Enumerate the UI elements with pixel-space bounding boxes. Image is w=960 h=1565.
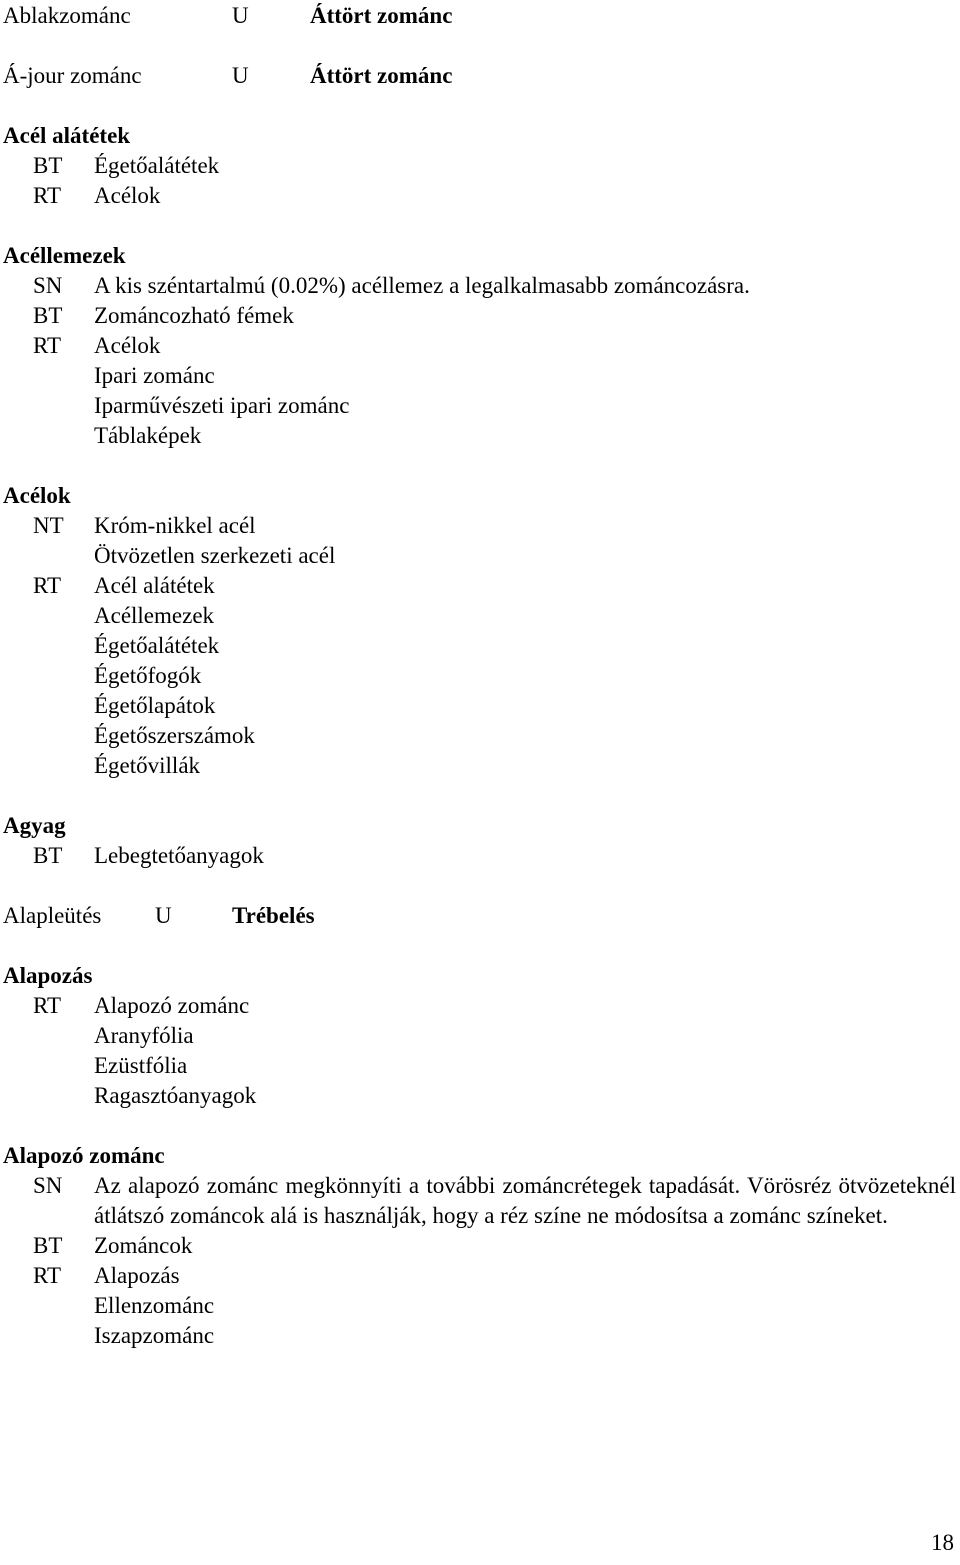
- entry-heading: Acél alátétek: [3, 123, 131, 148]
- entry-acel-alatetek: [3, 121, 958, 211]
- relation-code: BT: [33, 843, 63, 868]
- relation-code: NT: [33, 513, 64, 538]
- entry-acelok: [3, 481, 958, 781]
- relation-item: Ötvözetlen szerkezeti acél: [94, 543, 336, 568]
- relation-item: Acéllemezek: [94, 603, 215, 628]
- relation-code: RT: [33, 333, 62, 358]
- relation-rt-cont: [3, 1051, 958, 1081]
- relation-code: BT: [33, 303, 63, 328]
- relation-item: Égetőalátétek: [94, 153, 220, 178]
- relation-rt: [3, 331, 958, 361]
- scope-note-text: Az alapozó zománc megkönnyíti a további zománcrétegek tapadását. Vörösréz ötvözeteknél átlátszó zománcok alá is használják, hogy a réz színe ne módosítsa a zománc színeket.: [94, 1173, 956, 1228]
- relation-item: Ipari zománc: [94, 363, 215, 388]
- entry-heading: Alapozás: [3, 963, 93, 988]
- relation-item: Égetőalátétek: [94, 633, 220, 658]
- relation-rt-cont: [3, 391, 958, 421]
- entry-alapleutes: [3, 901, 958, 931]
- relation-item: Ellenzománc: [94, 1293, 215, 1318]
- thesaurus-page: [3, 1, 958, 1351]
- entry-heading: Agyag: [3, 813, 66, 838]
- relation-item: Acél alátétek: [94, 573, 215, 598]
- relation-item: Égetőfogók: [94, 663, 202, 688]
- relation-item: Égetőlapátok: [94, 693, 216, 718]
- relation-item: Alapozás: [94, 1263, 180, 1288]
- relation-code: RT: [33, 573, 62, 598]
- relation-rt: [3, 991, 958, 1021]
- relation-rt-cont: [3, 721, 958, 751]
- scope-note: [3, 1171, 958, 1231]
- entry-heading: Acélok: [3, 483, 71, 508]
- relation-item: Lebegtetőanyagok: [94, 843, 264, 868]
- use-target: Áttört zománc: [310, 63, 453, 88]
- relation-item: Iszapzománc: [94, 1323, 215, 1348]
- scope-note: [3, 271, 958, 301]
- relation-nt-cont: [3, 541, 958, 571]
- entry-term: Á-jour zománc: [3, 63, 142, 88]
- relation-rt-cont: [3, 1291, 958, 1321]
- relation-item: Égetővillák: [94, 753, 201, 778]
- relation-rt-cont: [3, 1021, 958, 1051]
- relation-nt: [3, 511, 958, 541]
- entry-ablakzomanc: [3, 1, 958, 31]
- relation-rt-cont: [3, 631, 958, 661]
- entry-acellemezek: [3, 241, 958, 451]
- relation-rt: [3, 1261, 958, 1291]
- entry-alapozas: [3, 961, 958, 1111]
- relation-item: Acélok: [94, 333, 161, 358]
- entry-alapozo-zomanc: [3, 1141, 958, 1351]
- relation-code: RT: [33, 993, 62, 1018]
- entry-agyag: [3, 811, 958, 871]
- relation-item: Ezüstfólia: [94, 1053, 188, 1078]
- entry-ajour-zomanc: [3, 61, 958, 91]
- entry-term: Ablakzománc: [3, 3, 131, 28]
- relation-rt-cont: [3, 691, 958, 721]
- use-code: U: [155, 903, 172, 928]
- relation-item: Iparművészeti ipari zománc: [94, 393, 350, 418]
- relation-code: BT: [33, 1233, 63, 1258]
- relation-rt-cont: [3, 421, 958, 451]
- entry-heading: Alapozó zománc: [3, 1143, 165, 1168]
- use-code: U: [232, 3, 249, 28]
- relation-item: Zománcozható fémek: [94, 303, 294, 328]
- relation-bt: [3, 151, 958, 181]
- relation-bt: [3, 841, 958, 871]
- relation-rt-cont: [3, 601, 958, 631]
- relation-code: RT: [33, 1263, 62, 1288]
- relation-rt-cont: [3, 1321, 958, 1351]
- relation-rt-cont: [3, 661, 958, 691]
- relation-item: Ragasztóanyagok: [94, 1083, 257, 1108]
- use-code: U: [232, 63, 249, 88]
- relation-code: BT: [33, 153, 63, 178]
- relation-item: Acélok: [94, 183, 161, 208]
- relation-rt: [3, 571, 958, 601]
- relation-code: RT: [33, 183, 62, 208]
- use-target: Trébelés: [232, 903, 315, 928]
- scope-note-text: A kis széntartalmú (0.02%) acéllemez a legalkalmasabb zománcozásra.: [94, 273, 750, 298]
- relation-item: Égetőszerszámok: [94, 723, 255, 748]
- use-target: Áttört zománc: [310, 3, 453, 28]
- relation-bt: [3, 1231, 958, 1261]
- relation-rt-cont: [3, 361, 958, 391]
- relation-bt: [3, 301, 958, 331]
- relation-code: SN: [33, 1173, 63, 1198]
- entry-heading: Acéllemezek: [3, 243, 126, 268]
- relation-rt: [3, 181, 958, 211]
- relation-code: SN: [33, 273, 63, 298]
- page-number: 18: [931, 1530, 954, 1555]
- relation-item: Aranyfólia: [94, 1023, 194, 1048]
- relation-rt-cont: [3, 1081, 958, 1111]
- relation-item: Táblaképek: [94, 423, 202, 448]
- relation-rt-cont: [3, 751, 958, 781]
- relation-item: Zománcok: [94, 1233, 193, 1258]
- relation-item: Alapozó zománc: [94, 993, 250, 1018]
- relation-item: Króm-nikkel acél: [94, 513, 256, 538]
- entry-term: Alapleütés: [3, 903, 102, 928]
